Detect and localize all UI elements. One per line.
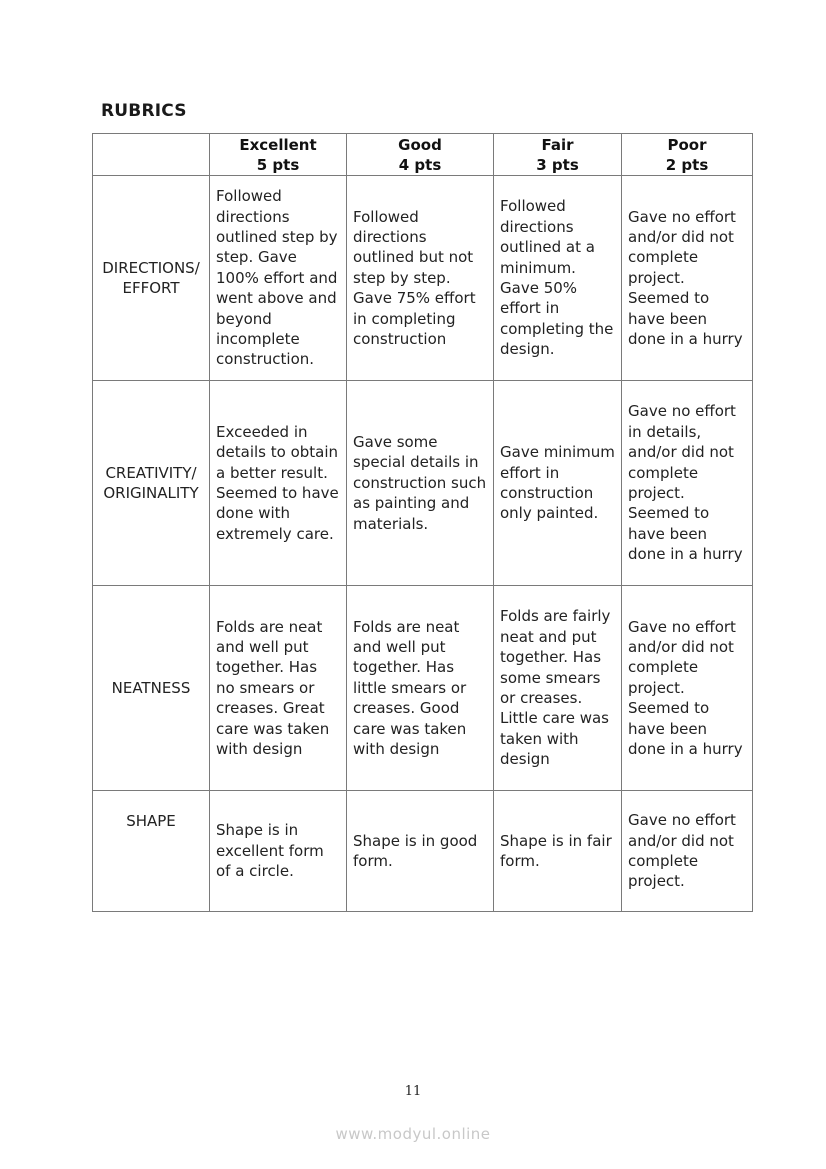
header-row bbox=[93, 134, 753, 176]
table-row bbox=[93, 586, 753, 791]
cell-good: Gave some special details in construction such as painting and materials. bbox=[347, 381, 494, 586]
criterion-neatness: NEATNESS bbox=[93, 586, 210, 791]
rubric-table bbox=[92, 133, 753, 912]
cell-fair: Folds are fairly neat and put together. Has some smears or creases. Little care was taken with design bbox=[494, 586, 622, 791]
header-criterion bbox=[93, 134, 210, 176]
cell-poor: Gave no effort in details, and/or did not complete project. Seemed to have been done in a hurry bbox=[622, 381, 753, 586]
header-good bbox=[347, 134, 494, 176]
cell-poor: Gave no effort and/or did not complete project. Seemed to have been done in a hurry bbox=[622, 176, 753, 381]
table-row bbox=[93, 176, 753, 381]
page-number: 11 bbox=[404, 1084, 422, 1099]
cell-fair: Followed directions outlined at a minimum. Gave 50% effort in completing the design. bbox=[494, 176, 622, 381]
cell-fair: Gave minimum effort in construction only painted. bbox=[494, 381, 622, 586]
level-label: Good bbox=[398, 136, 442, 154]
cell-poor: Gave no effort and/or did not complete project. bbox=[622, 791, 753, 912]
cell-poor: Gave no effort and/or did not complete project. Seemed to have been done in a hurry bbox=[622, 586, 753, 791]
cell-fair: Shape is in fair form. bbox=[494, 791, 622, 912]
cell-excellent: Exceeded in details to obtain a better result. Seemed to have done with extremely care. bbox=[210, 381, 347, 586]
criterion-creativity-originality: CREATIVITY/ ORIGINALITY bbox=[93, 381, 210, 586]
watermark: www.modyul.online bbox=[335, 1125, 491, 1143]
cell-good: Shape is in good form. bbox=[347, 791, 494, 912]
page-title: RUBRICS bbox=[101, 101, 187, 121]
cell-excellent: Shape is in excellent form of a circle. bbox=[210, 791, 347, 912]
header-poor bbox=[622, 134, 753, 176]
level-label: Fair bbox=[541, 136, 574, 154]
criterion-directions-effort: DIRECTIONS/ EFFORT bbox=[93, 176, 210, 381]
cell-good: Folds are neat and well put together. Has little smears or creases. Good care was taken with design bbox=[347, 586, 494, 791]
header-excellent bbox=[210, 134, 347, 176]
points-label: 3 pts bbox=[536, 156, 579, 174]
points-label: 2 pts bbox=[665, 156, 709, 174]
cell-good: Followed directions outlined but not step by step. Gave 75% effort in completing construction bbox=[347, 176, 494, 381]
level-label: Excellent bbox=[239, 136, 317, 154]
cell-excellent: Folds are neat and well put together. Has no smears or creases. Great care was taken with design bbox=[210, 586, 347, 791]
points-label: 5 pts bbox=[256, 156, 300, 174]
points-label: 4 pts bbox=[398, 156, 442, 174]
level-label: Poor bbox=[667, 136, 707, 154]
cell-excellent: Followed directions outlined step by step. Gave 100% effort and went above and beyond incomplete construction. bbox=[210, 176, 347, 381]
table-row bbox=[93, 381, 753, 586]
header-fair bbox=[494, 134, 622, 176]
table-row bbox=[93, 791, 753, 912]
criterion-shape: SHAPE bbox=[93, 791, 210, 912]
